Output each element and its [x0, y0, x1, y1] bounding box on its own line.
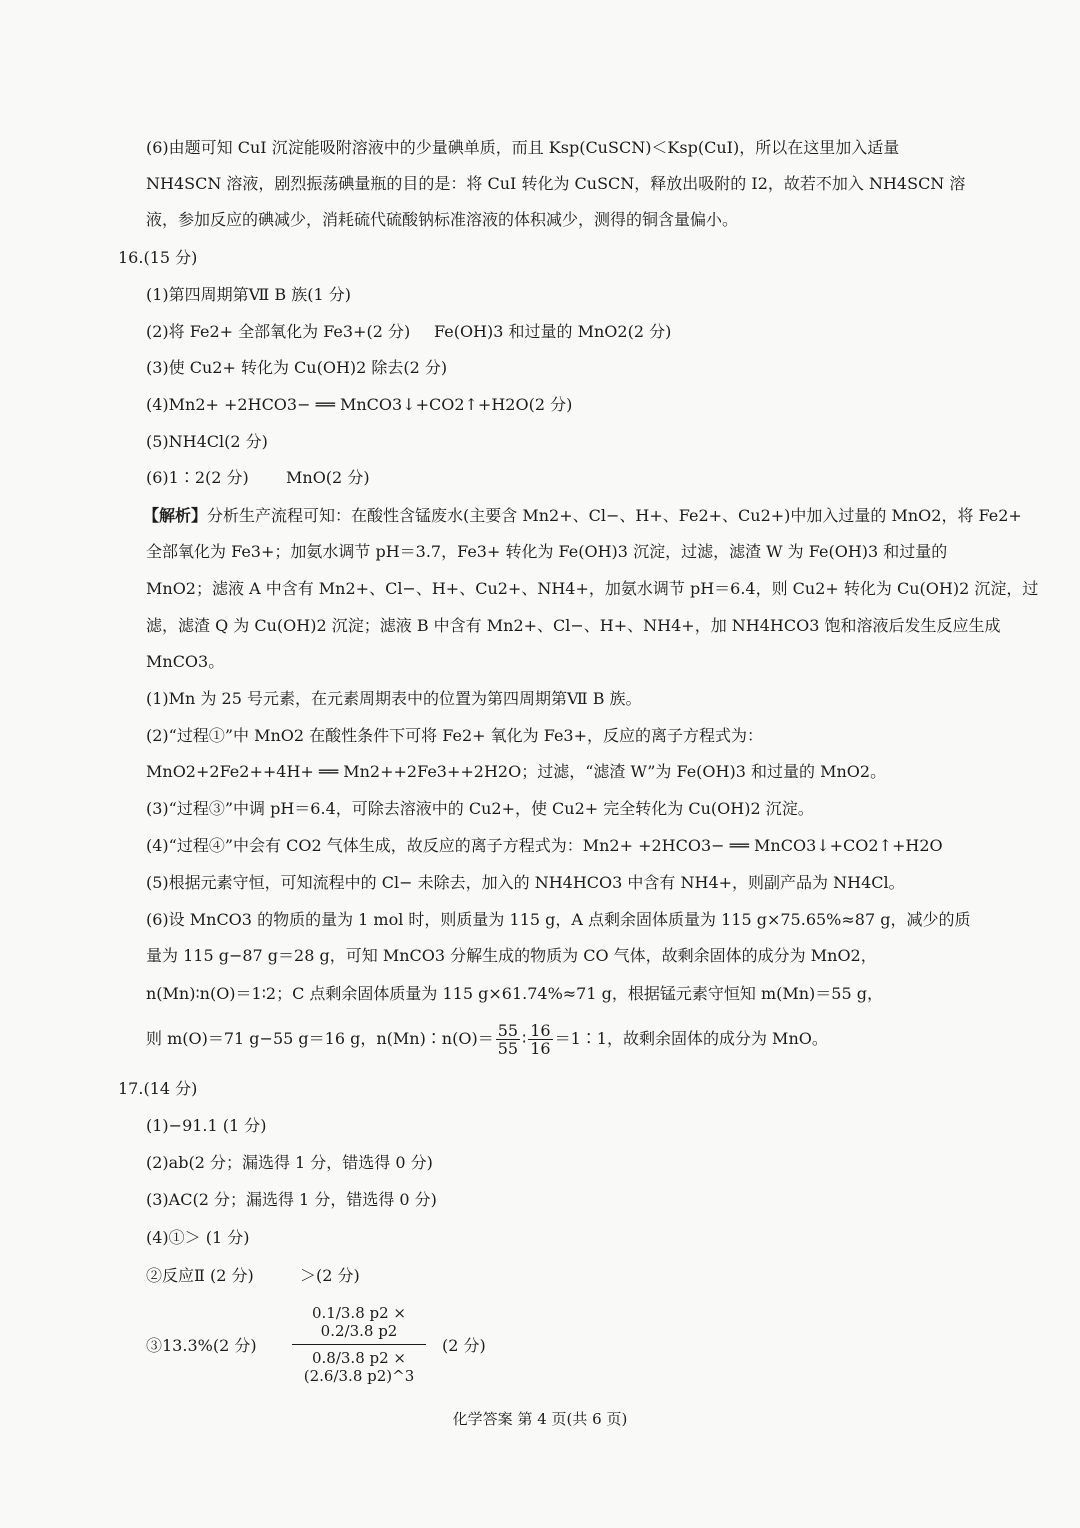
- q16-answer-6a: (6)1∶2(2 分): [146, 468, 249, 487]
- q15-6-line3: 液，参加反应的碘减少，消耗硫代硫酸钠标准溶液的体积减少，测得的铜含量偏小。: [146, 210, 739, 229]
- q16-solution-6a: (6)设 MnCO3 的物质的量为 1 mol 时，则质量为 115 g，A 点剩余固体质量为 115 g×75.65%≈87 g，减少的质: [146, 910, 971, 929]
- q16-solution-4: (4)“过程④”中会有 CO2 气体生成，故反应的离子方程式为：Mn2+ +2HCO3− ══ MnCO3↓+CO2↑+H2O: [146, 836, 943, 855]
- q17-answer-1: (1)−91.1 (1 分): [146, 1116, 267, 1135]
- q16-analysis-line5: MnCO3。: [146, 652, 225, 671]
- ratio-colon: ∶: [522, 1029, 527, 1048]
- q17-answer-2: (2)ab(2 分；漏选得 1 分，错选得 0 分): [146, 1153, 433, 1172]
- fraction-denominator: 16: [530, 1039, 551, 1058]
- q16-analysis-line4: 滤，滤渣 Q 为 Cu(OH)2 沉淀；滤液 B 中含有 Mn2+、Cl−、H+、NH4+，加 NH4HCO3 饱和溶液后发生反应生成: [146, 616, 1001, 635]
- q16-answer-2b: Fe(OH)3 和过量的 MnO2(2 分): [434, 322, 672, 341]
- q15-6-line2: NH4SCN 溶液，剧烈振荡碘量瓶的目的是：将 CuI 转化为 CuSCN，释放出吸附的 I2，故若不加入 NH4SCN 溶: [146, 174, 966, 193]
- q16-solution-2a: (2)“过程①”中 MnO2 在酸性条件下可将 Fe2+ 氧化为 Fe3+，反应的离子方程式为：: [146, 726, 764, 745]
- q16-solution-6b: 量为 115 g−87 g＝28 g，可知 MnCO3 分解生成的物质为 CO 气体，故剩余固体的成分为 MnO2，: [146, 946, 877, 965]
- q16-answer-3: (3)使 Cu2+ 转化为 Cu(OH)2 除去(2 分): [146, 358, 448, 377]
- q16-solution-3: (3)“过程③”中调 pH＝6.4，可除去溶液中的 Cu2+，使 Cu2+ 完全转化为 Cu(OH)2 沉淀。: [146, 799, 814, 818]
- q16-answer-4: (4)Mn2+ +2HCO3− ══ MnCO3↓+CO2↑+H2O(2 分): [146, 395, 573, 414]
- q16-analysis-line2: 全部氧化为 Fe3+；加氨水调节 pH＝3.7，Fe3+ 转化为 Fe(OH)3 沉淀，过滤，滤渣 W 为 Fe(OH)3 和过量的: [146, 542, 948, 561]
- kp-expression: [292, 1304, 426, 1385]
- analysis-label: 【解析】: [143, 506, 208, 525]
- q16-answer-2a: (2)将 Fe2+ 全部氧化为 Fe3+(2 分): [146, 322, 411, 341]
- q16-analysis-line3: MnO2；滤液 A 中含有 Mn2+、Cl−、H+、Cu2+、NH4+，加氨水调节 pH＝6.4，则 Cu2+ 转化为 Cu(OH)2 沉淀，过: [146, 579, 1039, 598]
- q16-answer-5: (5)NH4Cl(2 分): [146, 432, 268, 451]
- q16-analysis-line1: [143, 506, 1022, 526]
- fraction-denominator: 55: [497, 1039, 519, 1058]
- q16-answer-6b: MnO(2 分): [286, 468, 370, 487]
- q17-answer-4-2a: ②反应Ⅱ (2 分): [146, 1266, 254, 1285]
- kp-score: (2 分): [442, 1336, 486, 1355]
- q16-solution-5: (5)根据元素守恒，可知流程中的 Cl− 未除去，加入的 NH4HCO3 中含有 NH4+，则副产品为 NH4Cl。: [146, 873, 905, 892]
- q15-6-line1: (6)由题可知 CuI 沉淀能吸附溶液中的少量碘单质，而且 Ksp(CuSCN)＜Ksp(CuI)，所以在这里加入适量: [146, 138, 900, 157]
- q16-answer-1: (1)第四周期第Ⅶ B 族(1 分): [146, 285, 351, 304]
- fraction-55-55: [496, 1022, 520, 1057]
- q16-solution-6c: n(Mn)∶n(O)＝1∶2；C 点剩余固体质量为 115 g×61.74%≈71 g，根据锰元素守恒知 m(Mn)＝55 g，: [146, 984, 883, 1003]
- q17-answer-4-2b: ＞(2 分): [300, 1266, 360, 1285]
- q16-solution-1: (1)Mn 为 25 号元素，在元素周期表中的位置为第四周期第Ⅶ B 族。: [146, 689, 642, 708]
- analysis-text-1: 分析生产流程可知：在酸性含锰废水(主要含 Mn2+、Cl−、H+、Fe2+、Cu2+)中加入过量的 MnO2，将 Fe2+: [207, 506, 1022, 525]
- q17-header: 17.(14 分): [118, 1079, 198, 1098]
- fraction-16-16: [528, 1022, 552, 1057]
- fraction-numerator: 16: [530, 1021, 551, 1040]
- q17-answer-3: (3)AC(2 分；漏选得 1 分，错选得 0 分): [146, 1190, 437, 1209]
- solution-6d-suffix: ＝1∶1，故剩余固体的成分为 MnO。: [554, 1029, 828, 1048]
- q16-solution-2b: MnO2+2Fe2++4H+ ══ Mn2++2Fe3++2H2O；过滤，“滤渣 W”为 Fe(OH)3 和过量的 MnO2。: [146, 762, 887, 781]
- q16-header: 16.(15 分): [118, 248, 198, 267]
- solution-6d-prefix: 则 m(O)＝71 g−55 g＝16 g，n(Mn)∶n(O)＝: [146, 1029, 494, 1048]
- q17-answer-4-3: ③13.3%(2 分): [146, 1336, 257, 1355]
- fraction-numerator: 55: [497, 1021, 519, 1040]
- page-footer: 化学答案 第 4 页(共 6 页): [452, 1410, 628, 1428]
- q16-solution-6d: [146, 1020, 828, 1058]
- q17-answer-4-1: (4)①＞ (1 分): [146, 1228, 250, 1247]
- kp-numerator: 0.1/3.8 p2 × 0.2/3.8 p2: [292, 1304, 426, 1345]
- kp-denominator: 0.8/3.8 p2 × (2.6/3.8 p2)^3: [303, 1349, 415, 1385]
